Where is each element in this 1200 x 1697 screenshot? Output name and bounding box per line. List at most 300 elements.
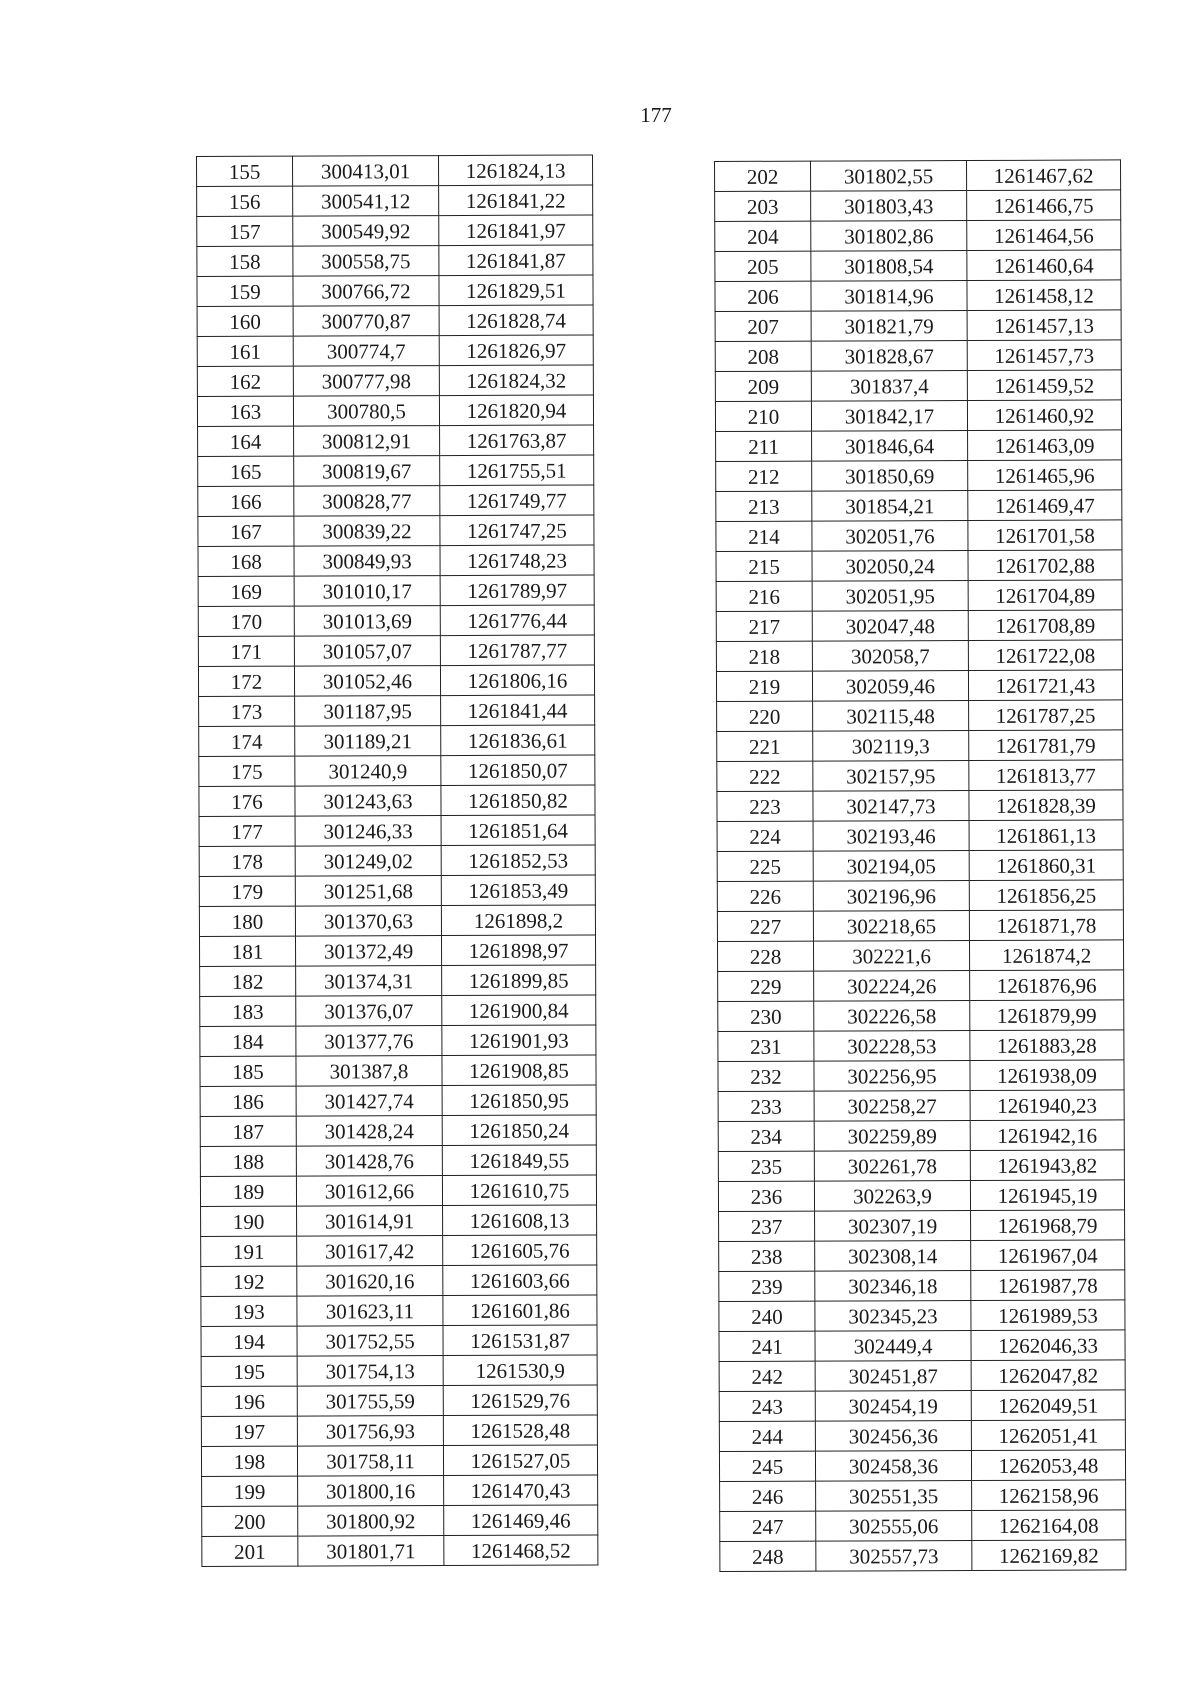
- point-number-cell: 158: [197, 246, 293, 276]
- y-coordinate-cell: 1261469,46: [444, 1505, 598, 1536]
- x-coordinate-cell: 302218,65: [813, 911, 969, 942]
- x-coordinate-cell: 302147,73: [813, 791, 969, 822]
- x-coordinate-cell: 301377,76: [296, 1026, 442, 1057]
- y-coordinate-cell: 1261702,88: [968, 550, 1122, 581]
- table-row: [197, 275, 593, 307]
- y-coordinate-cell: 1261460,92: [967, 400, 1121, 431]
- point-number-cell: 206: [715, 281, 811, 311]
- point-number-cell: 184: [200, 1026, 296, 1056]
- y-coordinate-cell: 1261987,78: [971, 1270, 1125, 1301]
- table-row: [199, 785, 595, 817]
- point-number-cell: 239: [719, 1271, 815, 1301]
- x-coordinate-cell: 301251,68: [295, 876, 441, 907]
- y-coordinate-cell: 1261755,51: [440, 455, 594, 486]
- x-coordinate-cell: 301821,79: [811, 311, 967, 342]
- x-coordinate-cell: 302051,95: [812, 581, 968, 612]
- point-number-cell: 226: [717, 881, 813, 911]
- table-row: [719, 1270, 1125, 1302]
- table-body: [715, 160, 1126, 1572]
- table-row: [717, 910, 1123, 942]
- x-coordinate-cell: 301837,4: [811, 371, 967, 402]
- y-coordinate-cell: 1261763,87: [440, 425, 594, 456]
- y-coordinate-cell: 1261605,76: [443, 1235, 597, 1266]
- table-row: [202, 1475, 598, 1507]
- x-coordinate-cell: 301808,54: [811, 251, 967, 282]
- x-coordinate-cell: 300849,93: [294, 546, 440, 577]
- y-coordinate-cell: 1261465,96: [968, 460, 1122, 491]
- y-coordinate-cell: 1261460,64: [967, 250, 1121, 281]
- y-coordinate-cell: 1261603,66: [443, 1265, 597, 1296]
- table-row: [715, 160, 1121, 192]
- y-coordinate-cell: 1261722,08: [968, 640, 1122, 671]
- point-number-cell: 234: [718, 1121, 814, 1151]
- y-coordinate-cell: 1261458,12: [967, 280, 1121, 311]
- y-coordinate-cell: 1261938,09: [970, 1060, 1124, 1091]
- y-coordinate-cell: 1261879,99: [970, 1000, 1124, 1031]
- table-row: [201, 1415, 597, 1447]
- x-coordinate-cell: 301370,63: [295, 906, 441, 937]
- table-row: [719, 1450, 1125, 1482]
- table-row: [201, 1295, 597, 1327]
- table-row: [198, 605, 594, 637]
- y-coordinate-cell: 1261776,44: [440, 605, 594, 636]
- table-row: [715, 310, 1121, 342]
- coordinates-table-left: [196, 154, 598, 1567]
- table-row: [716, 610, 1122, 642]
- table-row: [200, 1025, 596, 1057]
- table-row: [718, 970, 1124, 1002]
- y-coordinate-cell: 1261841,22: [439, 185, 593, 216]
- y-coordinate-cell: 1261463,09: [968, 430, 1122, 461]
- table-row: [198, 635, 594, 667]
- point-number-cell: 228: [717, 941, 813, 971]
- table-row: [715, 190, 1121, 222]
- x-coordinate-cell: 301850,69: [812, 461, 968, 492]
- x-coordinate-cell: 300828,77: [294, 486, 440, 517]
- table-row: [201, 1325, 597, 1357]
- y-coordinate-cell: 1261861,13: [969, 820, 1123, 851]
- point-number-cell: 232: [718, 1061, 814, 1091]
- point-number-cell: 220: [717, 701, 813, 731]
- x-coordinate-cell: 302451,87: [815, 1361, 971, 1392]
- x-coordinate-cell: 302047,48: [812, 611, 968, 642]
- x-coordinate-cell: 301801,71: [298, 1536, 444, 1567]
- y-coordinate-cell: 1261467,62: [967, 160, 1121, 191]
- table-row: [197, 245, 593, 277]
- x-coordinate-cell: 302115,48: [813, 701, 969, 732]
- table-row: [200, 1115, 596, 1147]
- point-number-cell: 233: [718, 1091, 814, 1121]
- x-coordinate-cell: 301187,95: [295, 696, 441, 727]
- y-coordinate-cell: 1261901,93: [442, 1025, 596, 1056]
- x-coordinate-cell: 302551,35: [816, 1481, 972, 1512]
- point-number-cell: 235: [718, 1151, 814, 1181]
- table-row: [200, 965, 596, 997]
- y-coordinate-cell: 1261883,28: [970, 1030, 1124, 1061]
- y-coordinate-cell: 1261468,52: [444, 1535, 598, 1566]
- table-row: [198, 455, 594, 487]
- y-coordinate-cell: 1261787,77: [440, 635, 594, 666]
- x-coordinate-cell: 302456,36: [815, 1421, 971, 1452]
- x-coordinate-cell: 300770,87: [293, 306, 439, 337]
- table-row: [198, 665, 594, 697]
- point-number-cell: 189: [200, 1176, 296, 1206]
- point-number-cell: 192: [201, 1266, 297, 1296]
- y-coordinate-cell: 1261841,97: [439, 215, 593, 246]
- point-number-cell: 247: [720, 1511, 816, 1541]
- table-row: [717, 850, 1123, 882]
- y-coordinate-cell: 1261747,25: [440, 515, 594, 546]
- table-row: [200, 1145, 596, 1177]
- y-coordinate-cell: 1261608,13: [443, 1205, 597, 1236]
- point-number-cell: 171: [198, 636, 294, 666]
- point-number-cell: 218: [716, 641, 812, 671]
- x-coordinate-cell: 301428,24: [296, 1116, 442, 1147]
- x-coordinate-cell: 300777,98: [293, 366, 439, 397]
- x-coordinate-cell: 301802,86: [811, 221, 967, 252]
- point-number-cell: 224: [717, 821, 813, 851]
- y-coordinate-cell: 1261824,13: [439, 155, 593, 186]
- table-row: [716, 460, 1122, 492]
- point-number-cell: 156: [197, 186, 293, 216]
- table-row: [197, 395, 593, 427]
- point-number-cell: 191: [201, 1236, 297, 1266]
- x-coordinate-cell: 301052,46: [294, 666, 440, 697]
- x-coordinate-cell: 301754,13: [297, 1356, 443, 1387]
- table-row: [718, 1000, 1124, 1032]
- table-row: [716, 430, 1122, 462]
- point-number-cell: 211: [716, 431, 812, 461]
- x-coordinate-cell: 302259,89: [814, 1121, 970, 1152]
- table-row: [718, 1150, 1124, 1182]
- y-coordinate-cell: 1261860,31: [969, 850, 1123, 881]
- y-coordinate-cell: 1261721,43: [968, 670, 1122, 701]
- y-coordinate-cell: 1261967,04: [971, 1240, 1125, 1271]
- table-row: [201, 1355, 597, 1387]
- point-number-cell: 201: [202, 1536, 298, 1566]
- point-number-cell: 243: [719, 1391, 815, 1421]
- x-coordinate-cell: 301814,96: [811, 281, 967, 312]
- point-number-cell: 187: [200, 1116, 296, 1146]
- point-number-cell: 214: [716, 521, 812, 551]
- table-row: [718, 1120, 1124, 1152]
- y-coordinate-cell: 1261871,78: [969, 910, 1123, 941]
- table-row: [719, 1210, 1125, 1242]
- y-coordinate-cell: 1261610,75: [442, 1175, 596, 1206]
- table-body: [197, 155, 598, 1567]
- x-coordinate-cell: 302194,05: [813, 851, 969, 882]
- table-row: [716, 490, 1122, 522]
- y-coordinate-cell: 1261874,2: [969, 940, 1123, 971]
- y-coordinate-cell: 1261841,87: [439, 245, 593, 276]
- point-number-cell: 213: [716, 491, 812, 521]
- x-coordinate-cell: 301755,59: [297, 1386, 443, 1417]
- y-coordinate-cell: 1261908,85: [442, 1055, 596, 1086]
- x-coordinate-cell: 302051,76: [812, 521, 968, 552]
- point-number-cell: 170: [198, 606, 294, 636]
- x-coordinate-cell: 301800,92: [298, 1506, 444, 1537]
- table-row: [718, 1030, 1124, 1062]
- x-coordinate-cell: 302157,95: [813, 761, 969, 792]
- table-row: [719, 1300, 1125, 1332]
- y-coordinate-cell: 1261704,89: [968, 580, 1122, 611]
- table-row: [717, 790, 1123, 822]
- y-coordinate-cell: 1261701,58: [968, 520, 1122, 551]
- x-coordinate-cell: 302226,58: [814, 1001, 970, 1032]
- x-coordinate-cell: 302449,4: [815, 1331, 971, 1362]
- table-row: [200, 1175, 596, 1207]
- y-coordinate-cell: 1261749,77: [440, 485, 594, 516]
- point-number-cell: 183: [200, 996, 296, 1026]
- y-coordinate-cell: 1261824,32: [439, 365, 593, 396]
- x-coordinate-cell: 301010,17: [294, 576, 440, 607]
- y-coordinate-cell: 1261527,05: [443, 1445, 597, 1476]
- y-coordinate-cell: 1261806,16: [440, 665, 594, 696]
- table-row: [199, 875, 595, 907]
- point-number-cell: 223: [717, 791, 813, 821]
- table-row: [718, 1180, 1124, 1212]
- y-coordinate-cell: 1261989,53: [971, 1300, 1125, 1331]
- table-row: [199, 935, 595, 967]
- y-coordinate-cell: 1261464,56: [967, 220, 1121, 251]
- point-number-cell: 160: [197, 306, 293, 336]
- y-coordinate-cell: 1261942,16: [970, 1120, 1124, 1151]
- point-number-cell: 194: [201, 1326, 297, 1356]
- table-row: [717, 700, 1123, 732]
- point-number-cell: 203: [715, 191, 811, 221]
- x-coordinate-cell: 302454,19: [815, 1391, 971, 1422]
- x-coordinate-cell: 302263,9: [814, 1181, 970, 1212]
- table-row: [197, 155, 593, 187]
- point-number-cell: 176: [199, 786, 295, 816]
- point-number-cell: 215: [716, 551, 812, 581]
- x-coordinate-cell: 302345,23: [815, 1301, 971, 1332]
- table-row: [715, 400, 1121, 432]
- point-number-cell: 200: [202, 1506, 298, 1536]
- point-number-cell: 225: [717, 851, 813, 881]
- point-number-cell: 241: [719, 1331, 815, 1361]
- point-number-cell: 179: [199, 876, 295, 906]
- y-coordinate-cell: 1262051,41: [971, 1420, 1125, 1451]
- x-coordinate-cell: 301842,17: [811, 401, 967, 432]
- x-coordinate-cell: 301374,31: [296, 966, 442, 997]
- x-coordinate-cell: 301013,69: [294, 606, 440, 637]
- table-row: [201, 1385, 597, 1417]
- point-number-cell: 207: [715, 311, 811, 341]
- x-coordinate-cell: 302228,53: [814, 1031, 970, 1062]
- x-coordinate-cell: 300812,91: [294, 426, 440, 457]
- y-coordinate-cell: 1261530,9: [443, 1355, 597, 1386]
- point-number-cell: 245: [719, 1451, 815, 1481]
- x-coordinate-cell: 302221,6: [813, 941, 969, 972]
- y-coordinate-cell: 1261813,77: [969, 760, 1123, 791]
- y-coordinate-cell: 1261852,53: [441, 845, 595, 876]
- x-coordinate-cell: 301828,67: [811, 341, 967, 372]
- x-coordinate-cell: 301620,16: [297, 1266, 443, 1297]
- x-coordinate-cell: 301057,07: [294, 636, 440, 667]
- table-row: [199, 755, 595, 787]
- x-coordinate-cell: 301846,64: [812, 431, 968, 462]
- y-coordinate-cell: 1261876,96: [970, 970, 1124, 1001]
- table-row: [197, 215, 593, 247]
- y-coordinate-cell: 1261781,79: [969, 730, 1123, 761]
- x-coordinate-cell: 302346,18: [815, 1271, 971, 1302]
- y-coordinate-cell: 1261466,75: [967, 190, 1121, 221]
- point-number-cell: 168: [198, 546, 294, 576]
- y-coordinate-cell: 1261856,25: [969, 880, 1123, 911]
- table-row: [198, 515, 594, 547]
- x-coordinate-cell: 301240,9: [295, 756, 441, 787]
- point-number-cell: 167: [198, 516, 294, 546]
- table-row: [201, 1265, 597, 1297]
- y-coordinate-cell: 1261457,73: [967, 340, 1121, 371]
- table-row: [718, 1060, 1124, 1092]
- y-coordinate-cell: 1261853,49: [441, 875, 595, 906]
- table-row: [200, 995, 596, 1027]
- table-row: [202, 1505, 598, 1537]
- y-coordinate-cell: 1261850,24: [442, 1115, 596, 1146]
- x-coordinate-cell: 302119,3: [813, 731, 969, 762]
- y-coordinate-cell: 1261829,51: [439, 275, 593, 306]
- table-row: [717, 880, 1123, 912]
- x-coordinate-cell: 301612,66: [296, 1176, 442, 1207]
- point-number-cell: 182: [200, 966, 296, 996]
- x-coordinate-cell: 300558,75: [293, 246, 439, 277]
- point-number-cell: 227: [717, 911, 813, 941]
- y-coordinate-cell: 1261900,84: [442, 995, 596, 1026]
- point-number-cell: 221: [717, 731, 813, 761]
- point-number-cell: 190: [201, 1206, 297, 1236]
- table-row: [719, 1330, 1125, 1362]
- point-number-cell: 240: [719, 1301, 815, 1331]
- point-number-cell: 204: [715, 221, 811, 251]
- x-coordinate-cell: 301428,76: [296, 1146, 442, 1177]
- y-coordinate-cell: 1261943,82: [970, 1150, 1124, 1181]
- table-row: [716, 640, 1122, 672]
- table-row: [716, 520, 1122, 552]
- x-coordinate-cell: 301246,33: [295, 816, 441, 847]
- y-coordinate-cell: 1261898,2: [441, 905, 595, 936]
- x-coordinate-cell: 300780,5: [293, 396, 439, 427]
- point-number-cell: 242: [719, 1361, 815, 1391]
- x-coordinate-cell: 301802,55: [811, 161, 967, 192]
- y-coordinate-cell: 1262169,82: [972, 1540, 1126, 1571]
- table-row: [720, 1480, 1126, 1512]
- x-coordinate-cell: 301376,07: [296, 996, 442, 1027]
- table-row: [200, 1085, 596, 1117]
- y-coordinate-cell: 1261940,23: [970, 1090, 1124, 1121]
- point-number-cell: 198: [201, 1446, 297, 1476]
- point-number-cell: 216: [716, 581, 812, 611]
- table-row: [718, 1090, 1124, 1122]
- point-number-cell: 208: [715, 341, 811, 371]
- table-row: [716, 670, 1122, 702]
- point-number-cell: 166: [198, 486, 294, 516]
- y-coordinate-cell: 1261836,61: [441, 725, 595, 756]
- table-row: [715, 340, 1121, 372]
- x-coordinate-cell: 300541,12: [293, 186, 439, 217]
- y-coordinate-cell: 1261529,76: [443, 1385, 597, 1416]
- point-number-cell: 172: [198, 666, 294, 696]
- point-number-cell: 217: [716, 611, 812, 641]
- table-row: [200, 1055, 596, 1087]
- x-coordinate-cell: 300413,01: [293, 156, 439, 187]
- x-coordinate-cell: 302050,24: [812, 551, 968, 582]
- table-row: [199, 815, 595, 847]
- x-coordinate-cell: 300549,92: [293, 216, 439, 247]
- table-row: [720, 1510, 1126, 1542]
- x-coordinate-cell: 301243,63: [295, 786, 441, 817]
- y-coordinate-cell: 1262046,33: [971, 1330, 1125, 1361]
- y-coordinate-cell: 1261841,44: [441, 695, 595, 726]
- x-coordinate-cell: 301756,93: [297, 1416, 443, 1447]
- table-row: [197, 335, 593, 367]
- point-number-cell: 175: [199, 756, 295, 786]
- y-coordinate-cell: 1261849,55: [442, 1145, 596, 1176]
- table-row: [719, 1420, 1125, 1452]
- point-number-cell: 161: [197, 336, 293, 366]
- table-row: [717, 760, 1123, 792]
- point-number-cell: 188: [200, 1146, 296, 1176]
- point-number-cell: 197: [201, 1416, 297, 1446]
- x-coordinate-cell: 301372,49: [295, 936, 441, 967]
- y-coordinate-cell: 1261748,23: [440, 545, 594, 576]
- table-row: [715, 370, 1121, 402]
- table-row: [199, 905, 595, 937]
- y-coordinate-cell: 1261898,97: [441, 935, 595, 966]
- x-coordinate-cell: 300774,7: [293, 336, 439, 367]
- table-row: [715, 250, 1121, 282]
- y-coordinate-cell: 1262047,82: [971, 1360, 1125, 1391]
- table-row: [719, 1390, 1125, 1422]
- point-number-cell: 178: [199, 846, 295, 876]
- table-row: [199, 725, 595, 757]
- y-coordinate-cell: 1261787,25: [969, 700, 1123, 731]
- y-coordinate-cell: 1261528,48: [443, 1415, 597, 1446]
- point-number-cell: 185: [200, 1056, 296, 1086]
- table-row: [715, 280, 1121, 312]
- x-coordinate-cell: 301427,74: [296, 1086, 442, 1117]
- y-coordinate-cell: 1261945,19: [970, 1180, 1124, 1211]
- x-coordinate-cell: 301623,11: [297, 1296, 443, 1327]
- point-number-cell: 205: [715, 251, 811, 281]
- point-number-cell: 199: [202, 1476, 298, 1506]
- x-coordinate-cell: 301617,42: [297, 1236, 443, 1267]
- point-number-cell: 231: [718, 1031, 814, 1061]
- point-number-cell: 222: [717, 761, 813, 791]
- point-number-cell: 157: [197, 216, 293, 246]
- x-coordinate-cell: 302193,46: [813, 821, 969, 852]
- point-number-cell: 195: [201, 1356, 297, 1386]
- point-number-cell: 237: [719, 1211, 815, 1241]
- x-coordinate-cell: 300819,67: [294, 456, 440, 487]
- y-coordinate-cell: 1262049,51: [971, 1390, 1125, 1421]
- x-coordinate-cell: 301387,8: [296, 1056, 442, 1087]
- y-coordinate-cell: 1261826,97: [439, 335, 593, 366]
- x-coordinate-cell: 302261,78: [814, 1151, 970, 1182]
- point-number-cell: 162: [197, 366, 293, 396]
- x-coordinate-cell: 301752,55: [297, 1326, 443, 1357]
- y-coordinate-cell: 1261899,85: [442, 965, 596, 996]
- x-coordinate-cell: 301803,43: [811, 191, 967, 222]
- point-number-cell: 238: [719, 1241, 815, 1271]
- x-coordinate-cell: 302307,19: [815, 1211, 971, 1242]
- y-coordinate-cell: 1262164,08: [972, 1510, 1126, 1541]
- table-row: [201, 1205, 597, 1237]
- table-row: [719, 1240, 1125, 1272]
- y-coordinate-cell: 1261850,95: [442, 1085, 596, 1116]
- y-coordinate-cell: 1261828,74: [439, 305, 593, 336]
